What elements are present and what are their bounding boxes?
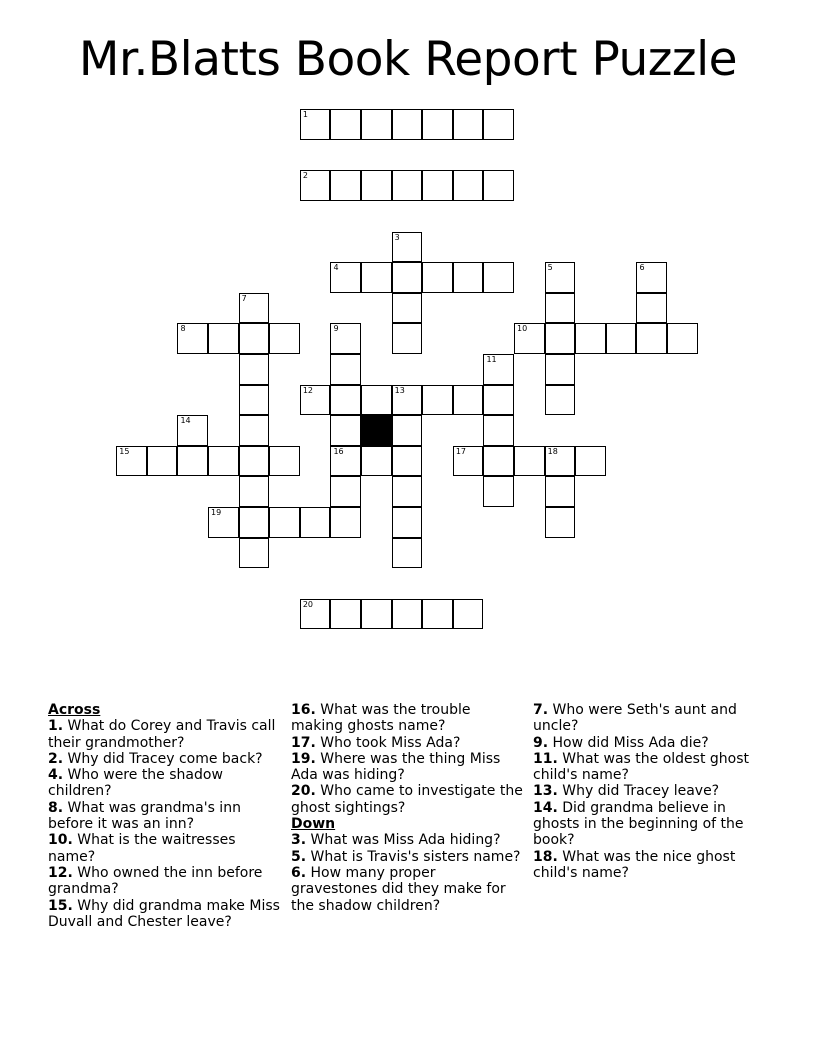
grid-cell[interactable] [422, 109, 453, 140]
clue-num: 14. [533, 799, 558, 816]
grid-cell[interactable] [239, 446, 270, 477]
clue-num: 13. [533, 783, 558, 800]
clue-num: 12. [48, 864, 73, 881]
clue-number: 17 [455, 446, 467, 456]
clue-text: How many proper gravestones did they make for the shadow children? [291, 864, 506, 914]
grid-cell[interactable] [239, 476, 270, 507]
clue-text: What was Miss Ada hiding? [306, 832, 501, 849]
grid-cell[interactable] [392, 323, 423, 354]
puzzle-title: Mr.Blatts Book Report Puzzle [78, 32, 738, 87]
across-clue [48, 767, 280, 800]
across-clue [291, 702, 523, 735]
grid-cell[interactable] [330, 476, 361, 507]
grid-cell[interactable] [361, 599, 392, 630]
grid-cell[interactable] [453, 170, 484, 201]
grid-cell[interactable] [483, 476, 514, 507]
grid-cell[interactable] [575, 446, 606, 477]
grid-cell[interactable] [453, 109, 484, 140]
grid-cell[interactable] [483, 109, 514, 140]
grid-cell[interactable] [483, 385, 514, 416]
grid-cell[interactable] [208, 507, 239, 538]
clue-text: Who owned the inn before grandma? [48, 864, 263, 898]
grid-cell[interactable] [239, 538, 270, 569]
clue-text: What is Travis's sisters name? [306, 848, 521, 865]
grid-cell[interactable] [239, 354, 270, 385]
grid-cell[interactable] [239, 293, 270, 324]
grid-cell[interactable] [545, 262, 576, 293]
grid-cell[interactable] [392, 109, 423, 140]
grid-cell[interactable] [177, 415, 208, 446]
grid-cell[interactable] [392, 446, 423, 477]
grid-cell[interactable] [422, 385, 453, 416]
grid-cell[interactable] [483, 354, 514, 385]
clue-num: 5. [291, 848, 307, 865]
grid-cell[interactable] [300, 599, 331, 630]
clue-number: 9 [333, 324, 339, 334]
across-clue [48, 832, 280, 865]
down-clue [533, 800, 765, 849]
across-heading: Across [48, 702, 101, 718]
black-cell [361, 415, 392, 446]
clue-text: Who were Seth's aunt and uncle? [533, 702, 737, 735]
down-clue [533, 751, 765, 784]
grid-cell[interactable] [422, 599, 453, 630]
grid-cell[interactable] [361, 385, 392, 416]
down-clue [533, 735, 765, 751]
clue-number: 20 [302, 599, 314, 609]
grid-cell[interactable] [330, 599, 361, 630]
grid-cell[interactable] [636, 293, 667, 324]
grid-cell[interactable] [392, 476, 423, 507]
grid-cell[interactable] [330, 415, 361, 446]
grid-cell[interactable] [667, 323, 698, 354]
down-heading: Down [291, 816, 336, 833]
grid-cell[interactable] [269, 507, 300, 538]
grid-cell[interactable] [361, 170, 392, 201]
grid-cell[interactable] [575, 323, 606, 354]
across-clue [48, 718, 280, 751]
grid-cell[interactable] [483, 262, 514, 293]
grid-cell[interactable] [116, 446, 147, 477]
down-clue [533, 849, 765, 882]
clue-number: 14 [180, 416, 191, 426]
across-clue [48, 898, 280, 931]
clue-num: 6. [291, 864, 307, 881]
grid-cell[interactable] [208, 446, 239, 477]
down-clue [291, 865, 523, 914]
clue-number: 6 [639, 263, 645, 273]
grid-cell[interactable] [422, 262, 453, 293]
grid-cell[interactable] [545, 354, 576, 385]
grid-cell[interactable] [514, 323, 545, 354]
clue-num: 9. [533, 734, 549, 751]
clue-number: 19 [211, 508, 222, 518]
clue-num: 18. [533, 848, 558, 865]
clue-num: 20. [291, 783, 316, 800]
grid-cell[interactable] [239, 415, 270, 446]
grid-cell[interactable] [330, 354, 361, 385]
clue-number: 15 [119, 446, 130, 456]
grid-cell[interactable] [483, 415, 514, 446]
down-clue [291, 849, 523, 865]
clue-text: Why did Tracey leave? [557, 783, 720, 800]
down-clue [533, 702, 765, 735]
grid-cell[interactable] [330, 170, 361, 201]
grid-cell[interactable] [300, 109, 331, 140]
grid-cell[interactable] [453, 446, 484, 477]
grid-cell[interactable] [636, 323, 667, 354]
clue-num: 16. [291, 702, 316, 718]
grid-cell[interactable] [483, 446, 514, 477]
grid-cell[interactable] [330, 446, 361, 477]
grid-cell[interactable] [177, 446, 208, 477]
clue-num: 11. [533, 750, 558, 767]
grid-cell[interactable] [361, 109, 392, 140]
clue-num: 3. [291, 832, 307, 849]
grid-cell[interactable] [453, 599, 484, 630]
clues-column-2 [291, 702, 523, 914]
clues-column-1 [48, 702, 280, 930]
clue-num: 17. [291, 734, 316, 751]
clue-num: 8. [48, 799, 64, 816]
grid-cell[interactable] [545, 385, 576, 416]
clue-number: 4 [333, 263, 339, 273]
grid-cell[interactable] [453, 385, 484, 416]
grid-cell[interactable] [453, 262, 484, 293]
clue-number: 18 [547, 446, 558, 456]
grid-cell[interactable] [300, 385, 331, 416]
clue-number: 10 [517, 324, 528, 334]
clue-number: 1 [302, 110, 308, 120]
grid-cell[interactable] [392, 599, 423, 630]
clue-number: 16 [333, 446, 344, 456]
clue-num: 2. [48, 750, 64, 767]
grid-cell[interactable] [545, 507, 576, 538]
clue-number: 2 [302, 171, 308, 181]
grid-cell[interactable] [330, 507, 361, 538]
grid-cell[interactable] [208, 323, 239, 354]
clue-text: What is the waitresses name? [48, 832, 236, 865]
grid-cell[interactable] [147, 446, 178, 477]
grid-cell[interactable] [330, 262, 361, 293]
grid-cell[interactable] [361, 262, 392, 293]
grid-cell[interactable] [392, 262, 423, 293]
grid-cell[interactable] [330, 109, 361, 140]
clue-num: 15. [48, 897, 73, 914]
clue-number: 11 [486, 355, 497, 365]
grid-cell[interactable] [239, 323, 270, 354]
grid-cell[interactable] [545, 323, 576, 354]
grid-cell[interactable] [330, 385, 361, 416]
grid-cell[interactable] [269, 323, 300, 354]
clue-num: 7. [533, 702, 549, 718]
clue-text: Why did Tracey come back? [63, 750, 263, 767]
clue-number: 7 [241, 293, 247, 303]
grid-cell[interactable] [392, 385, 423, 416]
clue-text: Who came to investigate the ghost sightings? [291, 783, 523, 816]
down-clue [291, 832, 523, 848]
grid-cell[interactable] [422, 170, 453, 201]
grid-cell[interactable] [239, 507, 270, 538]
clue-num: 1. [48, 718, 64, 735]
grid-cell[interactable] [392, 538, 423, 569]
grid-cell[interactable] [300, 507, 331, 538]
clue-text: Where was the thing Miss Ada was hiding? [291, 750, 501, 784]
clue-number: 3 [394, 232, 400, 242]
grid-cell[interactable] [392, 170, 423, 201]
across-clue [291, 783, 523, 816]
grid-cell[interactable] [545, 476, 576, 507]
clue-text: What was grandma's inn before it was an inn? [48, 799, 241, 833]
clue-number: 5 [547, 263, 553, 273]
grid-cell[interactable] [545, 446, 576, 477]
across-clue [48, 751, 280, 767]
clues-column-3 [533, 702, 765, 881]
clue-text: Who took Miss Ada? [315, 734, 461, 751]
grid-cell[interactable] [392, 232, 423, 263]
across-clue [48, 865, 280, 898]
clue-text: What was the oldest ghost child's name? [533, 750, 749, 784]
grid-cell[interactable] [330, 323, 361, 354]
clue-text: Why did grandma make Miss Duvall and Chester leave? [48, 897, 280, 930]
grid-cell[interactable] [636, 262, 667, 293]
clue-num: 4. [48, 767, 64, 784]
clue-text: What was the trouble making ghosts name? [291, 702, 471, 735]
clue-text: What was the nice ghost child's name? [533, 848, 736, 881]
clue-num: 19. [291, 750, 316, 767]
grid-cell[interactable] [269, 446, 300, 477]
clue-text: Who were the shadow children? [48, 767, 223, 800]
clue-text: How did Miss Ada die? [548, 734, 709, 751]
clue-number: 12 [302, 385, 314, 395]
grid-cell[interactable] [606, 323, 637, 354]
grid-cell[interactable] [392, 293, 423, 324]
grid-cell[interactable] [361, 446, 392, 477]
grid-cell[interactable] [483, 170, 514, 201]
grid-cell[interactable] [177, 323, 208, 354]
grid-cell[interactable] [514, 446, 545, 477]
across-clue [291, 751, 523, 784]
clue-text: What do Corey and Travis call their grandmother? [48, 718, 276, 751]
clue-number: 8 [180, 324, 186, 334]
grid-cell[interactable] [392, 415, 423, 446]
down-clue [533, 783, 765, 799]
across-clue [48, 800, 280, 833]
grid-cell[interactable] [239, 385, 270, 416]
clue-number: 13 [394, 385, 405, 395]
grid-cell[interactable] [392, 507, 423, 538]
clue-num: 10. [48, 832, 73, 849]
clue-text: Did grandma believe in ghosts in the beginning of the book? [533, 799, 744, 849]
grid-cell[interactable] [300, 170, 331, 201]
grid-cell[interactable] [545, 293, 576, 324]
across-clue [291, 735, 523, 751]
